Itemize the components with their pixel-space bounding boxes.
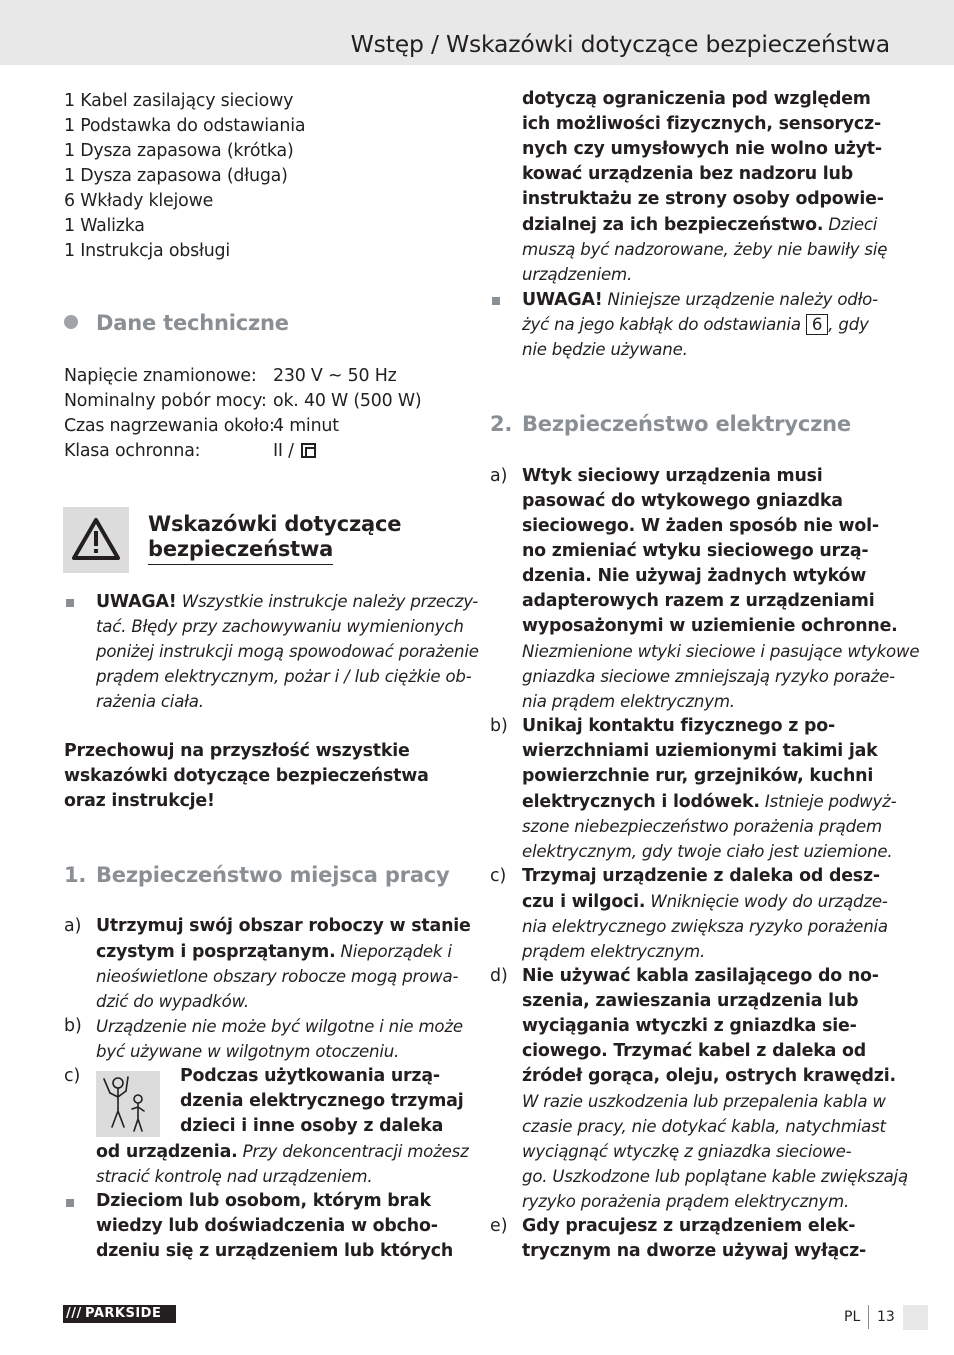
- footer-tab: [903, 1305, 928, 1330]
- item-letter: c): [64, 1066, 81, 1086]
- section2-item-b: Unikaj kontaktu fizycznego z po- wierzchniami uziemionymi takimi jak powierzchnie rur, grzejników, kuchni elektrycznych i lodówek. Istnieje podwyż- szone niebezpieczeństwo porażenia prądem elektrycznym, gdy twoje ciało jest uziemione.: [522, 716, 897, 861]
- tech-row: Klasa ochronna: II /: [64, 439, 469, 464]
- item-letter: e): [490, 1216, 508, 1236]
- square-bullet-icon: [66, 1199, 74, 1207]
- contents-list: [64, 89, 469, 264]
- section2-heading: 2. Bezpieczeństwo elektryczne: [490, 412, 851, 436]
- section2-item-e: Gdy pracujesz z urządzeniem elek- trycznym na dworze używaj wyłącz-: [522, 1216, 867, 1261]
- contents-item: 1 Podstawka do odstawiania: [64, 116, 306, 136]
- contents-item: 1 Walizka: [64, 216, 145, 236]
- protection-class-icon: [301, 443, 316, 458]
- item-letter: d): [490, 966, 508, 986]
- tech-table: [64, 364, 469, 464]
- tech-row: Napięcie znamionowe: 230 V ~ 50 Hz: [64, 366, 397, 386]
- tech-row: Czas nagrzewania około: 4 minut: [64, 416, 339, 436]
- item-letter: b): [64, 1016, 82, 1036]
- contents-item: 1 Dysza zapasowa (długa): [64, 166, 288, 186]
- section1-heading: 1. Bezpieczeństwo miejsca pracy: [64, 863, 450, 887]
- footer-divider: [868, 1305, 869, 1329]
- uwaga-note: UWAGA! Niniejsze urządzenie należy odło- żyć na jego kabłąk do odstawiania 6 , gdy nie będzie używane.: [522, 290, 878, 359]
- right-continuation: dotyczą ograniczenia pod względem ich możliwości fizycznych, sensorycz- nych czy umysłowych nie wolno użyt- kować urządzenia bez nadzoru lub instruktażu ze strony osoby odpowie- dzialnej za ich bezpieczeństwo. Dzieci muszą być nadzorowane, żeby nie bawiły się urządzeniem.: [522, 89, 888, 284]
- section1-item-c-bold: Podczas użytkowania urzą- dzenia elektrycznego trzymaj dzieci i inne osoby z daleka: [180, 1066, 464, 1136]
- safety-warning: UWAGA! Wszystkie instrukcje należy przeczy- tać. Błędy przy zachowywaniu wymienionych poniżej instrukcji mogą spowodować porażenie prądem elektrycznym, pożar i / lub ciężkie ob- rażenia ciała.: [96, 592, 479, 711]
- safety-heading: Wskazówki dotyczące bezpieczeństwa: [148, 512, 401, 565]
- section2-item-d: Nie używać kabla zasilającego do no- szenia, zawieszania urządzenia lub wyciągania wtyczki z gniazdka sie- ciowego. Trzymać kabel z daleka od źródeł gorąca, oleju, ostrych krawędzi. W razie uszkodzenia lub przepalenia kabla w czasie pracy, nie dotykać kabla, natychmiast wyciągnąć wtyczkę z gniazdka sieciowe- go. Uszkodzone lub poplątane kable zwiększają ryzyko porażenia prądem elektrycznym.: [522, 966, 908, 1211]
- contents-item: 1 Kabel zasilający sieciowy: [64, 91, 294, 111]
- tech-row: Nominalny pobór mocy: ok. 40 W (500 W): [64, 391, 422, 411]
- item-letter: a): [64, 916, 82, 936]
- section2-item-c: Trzymaj urządzenie z daleka od desz- czu i wilgoci. Wniknięcie wody do urządze- nia elektrycznego zwiększa ryzyko porażenia prądem elektrycznym.: [522, 866, 888, 961]
- page-number: 13: [877, 1309, 895, 1325]
- contents-item: 1 Instrukcja obsługi: [64, 241, 231, 261]
- section2-item-a: Wtyk sieciowy urządzenia musi pasować do wtykowego gniazdka sieciowego. W żaden sposób nie wol- no zmieniać wtyku sieciowego urzą- dzenia. Nie używaj żadnych wtyków adapterowych razem z urządzeniami wyposażonymi w uziemienie ochronne. Niezmienione wtyki sieciowe i pasujące wtykowe gniazdka sieciowe zmniejszają ryzyko poraże- nia prądem elektrycznym.: [522, 466, 920, 711]
- square-bullet-icon: [66, 599, 74, 607]
- item-letter: a): [490, 466, 508, 486]
- item-letter: b): [490, 716, 508, 736]
- section1-item-a: Utrzymuj swój obszar roboczy w stanie czystym i posprzątanym. Nieporządek i nieoświetlone obszary robocze mogą prowa- dzić do wypadków.: [96, 916, 471, 1011]
- tech-heading: Dane techniczne: [64, 311, 289, 335]
- page-title: Wstęp / Wskazówki dotyczące bezpieczeństwa: [350, 30, 890, 58]
- square-bullet-icon: [492, 297, 500, 305]
- parkside-logo: /// PARKSIDE: [63, 1305, 176, 1323]
- keep-instructions: Przechowuj na przyszłość wszystkie wskazówki dotyczące bezpieczeństwa oraz instrukcje!: [64, 741, 429, 811]
- part-reference: 6: [806, 314, 828, 335]
- contents-item: 6 Wkłady klejowe: [64, 191, 214, 211]
- section1-item-c: od urządzenia. Przy dekoncentracji możesz stracić kontrolę nad urządzeniem.: [96, 1142, 469, 1186]
- language-code: PL: [844, 1309, 861, 1325]
- item-letter: c): [490, 866, 507, 886]
- bullet-dot-icon: [64, 315, 78, 329]
- keep-children-away-icon: [96, 1071, 160, 1137]
- warning-triangle-icon: [63, 507, 129, 573]
- section1-item-b: Urządzenie nie może być wilgotne i nie może być używane w wilgotnym otoczeniu.: [96, 1017, 463, 1061]
- contents-item: 1 Dysza zapasowa (krótka): [64, 141, 294, 161]
- section1-bullet-item: Dzieciom lub osobom, którym brak wiedzy lub doświadczenia w obcho- dzeniu się z urządzeniem lub których: [96, 1191, 454, 1261]
